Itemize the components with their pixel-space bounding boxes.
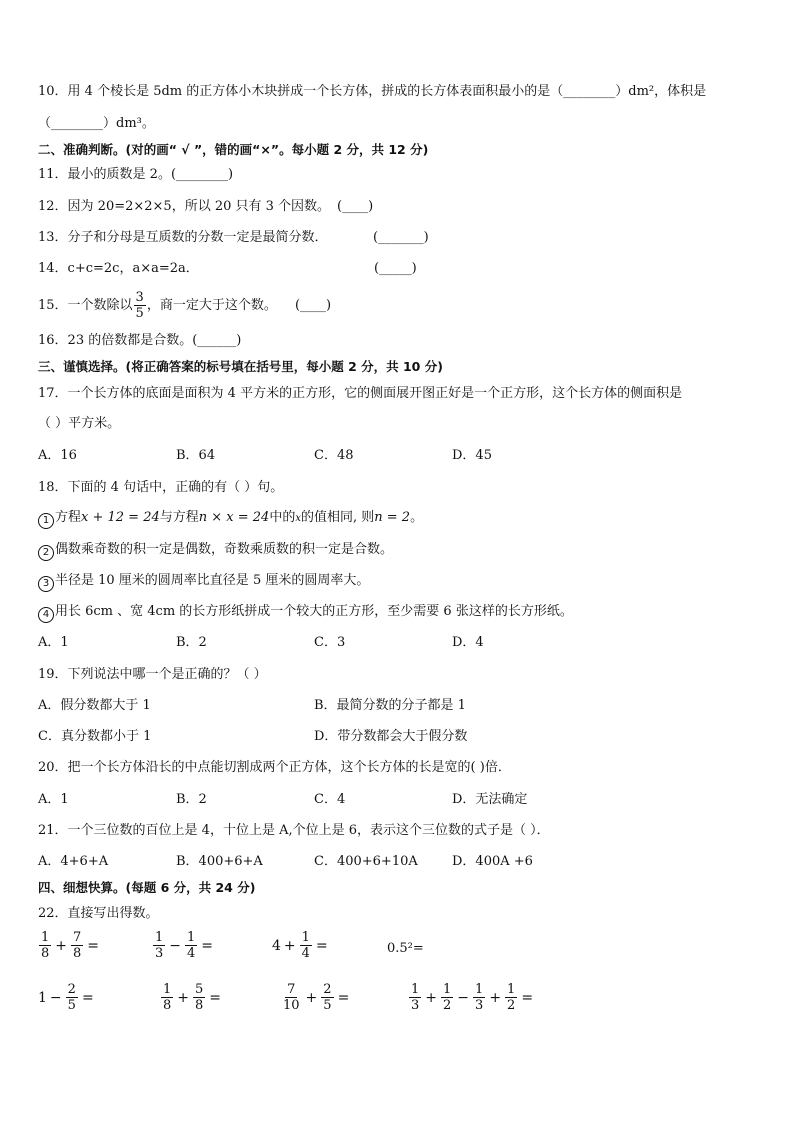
frac-den: 5 xyxy=(323,998,332,1013)
equals: = xyxy=(201,937,214,954)
q21-option-c: C．400+6+10A xyxy=(314,854,418,869)
frac-num: 1 xyxy=(411,982,420,997)
q15 xyxy=(38,290,331,321)
frac-num: 1 xyxy=(507,982,516,997)
frac-num: 1 xyxy=(163,982,172,997)
operator: + xyxy=(177,989,190,1006)
frac-den: 3 xyxy=(475,998,484,1013)
q15-pre: 15．一个数除以 xyxy=(38,298,133,313)
q17-line2: （ ）平方米。 xyxy=(38,416,121,431)
frac-den: 10 xyxy=(283,998,300,1013)
frac-den: 3 xyxy=(411,998,420,1013)
q18-s1-eq3: n = 2 xyxy=(374,510,411,525)
q12-text: 12．因为 20=2×2×5，所以 20 只有 3 个因数。 xyxy=(38,199,331,214)
q18-statement-1 xyxy=(38,510,423,529)
q21-stem: 21．一个三位数的百位上是 4，十位上是 A,个位上是 6，表示这个三位数的式子是（ ）． xyxy=(38,823,550,838)
q18-s4-text: 用长 6cm 、宽 4cm 的长方形纸拼成一个较大的正方形，至少需要 6 张这样的长方形纸。 xyxy=(55,604,573,619)
q18-s1-e: 。 xyxy=(410,510,424,525)
frac-num: 1 xyxy=(155,930,164,945)
whole-number: 4 xyxy=(272,937,281,954)
q15-frac-num: 3 xyxy=(135,290,144,305)
q19-option-d: D．带分数都会大于假分数 xyxy=(314,729,468,744)
q18-s3-text: 半径是 10 厘米的圆周率比直径是 5 厘米的圆周率大。 xyxy=(55,573,370,588)
q18-s1-a: 方程 xyxy=(55,510,82,525)
equals: = xyxy=(315,937,328,954)
section2-title: 二、准确判断。(对的画“ √ ”，错的画“×”。每小题 2 分，共 12 分) xyxy=(38,142,429,157)
q22-expression-1 xyxy=(38,930,102,961)
q22-expression-6 xyxy=(160,982,224,1013)
frac-den: 8 xyxy=(163,998,172,1013)
q18-s1-eq2: n × x = 24 xyxy=(198,510,270,525)
q18-s1-c: 中的 xyxy=(269,510,296,525)
q22-expression-8 xyxy=(408,982,536,1013)
equals: = xyxy=(521,989,534,1006)
q17-option-d: D．45 xyxy=(452,448,492,463)
q14-blank: (_____) xyxy=(374,261,417,276)
q22-expression-2 xyxy=(152,930,216,961)
circled-1-icon: 1 xyxy=(38,513,54,529)
frac-den: 8 xyxy=(41,946,50,961)
q22-expression-5 xyxy=(38,982,97,1013)
circled-4-icon: 4 xyxy=(38,607,54,623)
q18-statement-2 xyxy=(38,542,393,561)
q13-text: 13．分子和分母是互质数的分数一定是最简分数． xyxy=(38,230,328,245)
operator: + xyxy=(55,937,68,954)
q22-expression-4: 0.5²= xyxy=(387,941,424,956)
q18-statement-4 xyxy=(38,604,573,623)
section3-title: 三、谨慎选择。(将正确答案的标号填在括号里，每小题 2 分，共 10 分) xyxy=(38,359,443,374)
q21-option-b: B．400+6+A xyxy=(176,854,263,869)
frac-den: 2 xyxy=(507,998,516,1013)
circled-3-icon: 3 xyxy=(38,576,54,592)
frac-num: 1 xyxy=(187,930,196,945)
operator: − xyxy=(457,989,470,1006)
q18-option-d: D．4 xyxy=(452,635,484,650)
q20-option-c: C．4 xyxy=(314,792,346,807)
frac-num: 7 xyxy=(73,930,82,945)
frac-num: 1 xyxy=(443,982,452,997)
operator: + xyxy=(283,937,296,954)
frac-den: 8 xyxy=(73,946,82,961)
q17-option-a: A．16 xyxy=(38,448,77,463)
q15-frac-den: 5 xyxy=(135,306,144,321)
q12-blank: (____) xyxy=(337,199,374,214)
frac-den: 4 xyxy=(187,946,196,961)
q19-option-c: C．真分数都小于 1 xyxy=(38,729,152,744)
q22-expression-3 xyxy=(272,930,331,961)
q18-s1-eq1: x + 12 = 24 xyxy=(81,510,160,525)
q11: 11．最小的质数是 2。(________) xyxy=(38,167,234,182)
frac-den: 8 xyxy=(195,998,204,1013)
operator: − xyxy=(169,937,182,954)
q20-stem: 20．把一个长方体沿长的中点能切割成两个正方体，这个长方体的长是宽的( )倍． xyxy=(38,760,511,775)
q20-option-b: B．2 xyxy=(176,792,207,807)
q18-stem: 18．下面的 4 句话中，正确的有（ ）句。 xyxy=(38,480,284,495)
q18-s1-d: 的值相同, 则 xyxy=(300,510,375,525)
q13 xyxy=(38,230,429,246)
q21-option-a: A．4+6+A xyxy=(38,854,109,869)
q18-option-b: B．2 xyxy=(176,635,207,650)
q18-s1-b: 与方程 xyxy=(159,510,199,525)
q19-option-b: B．最简分数的分子都是 1 xyxy=(314,698,466,713)
q14-text: 14．c+c=2c，a×a=2a． xyxy=(38,261,199,276)
section4-title: 四、细想快算。(每题 6 分，共 24 分) xyxy=(38,880,256,895)
frac-den: 5 xyxy=(67,998,76,1013)
frac-num: 1 xyxy=(301,930,310,945)
q19-option-a: A．假分数都大于 1 xyxy=(38,698,151,713)
q17-option-c: C．48 xyxy=(314,448,354,463)
frac-den: 3 xyxy=(155,946,164,961)
frac-den: 2 xyxy=(443,998,452,1013)
operator: + xyxy=(489,989,502,1006)
q20-option-a: A．1 xyxy=(38,792,69,807)
q18-s1-x: x xyxy=(295,513,301,524)
q15-fraction xyxy=(134,290,146,321)
q12 xyxy=(38,199,374,215)
q18-option-c: C．3 xyxy=(314,635,346,650)
q13-blank: (_______) xyxy=(373,230,429,245)
q15-post: ，商一定大于这个数。 xyxy=(146,298,277,313)
operator: + xyxy=(305,989,318,1006)
q10-line2: （________）dm³。 xyxy=(38,116,155,131)
frac-num: 7 xyxy=(287,982,296,997)
equals: = xyxy=(337,989,350,1006)
frac-num: 2 xyxy=(323,982,332,997)
operator: + xyxy=(425,989,438,1006)
equals: = xyxy=(81,989,94,1006)
frac-num: 1 xyxy=(41,930,50,945)
q17-option-b: B．64 xyxy=(176,448,216,463)
whole-number: 1 xyxy=(38,989,47,1006)
q15-blank: (____) xyxy=(294,298,332,313)
q17-line1: 17．一个长方体的底面是面积为 4 平方米的正方形，它的侧面展开图正好是一个正方形，这个长方体的侧面积是 xyxy=(38,386,683,401)
q14 xyxy=(38,261,417,277)
q19-stem: 19．下列说法中哪一个是正确的？（ ） xyxy=(38,667,267,682)
q10-line1: 10．用 4 个棱长是 5dm 的正方体小木块拼成一个长方体，拼成的长方体表面积最小的是（________）dm²，体积是 xyxy=(38,84,707,99)
q16: 16．23 的倍数都是合数。(______) xyxy=(38,333,242,348)
q18-statement-3 xyxy=(38,573,369,592)
q22-stem: 22．直接写出得数。 xyxy=(38,906,159,921)
q20-option-d: D．无法确定 xyxy=(452,792,528,807)
q18-s2-text: 偶数乘奇数的积一定是偶数，奇数乘质数的积一定是合数。 xyxy=(55,542,394,557)
circled-2-icon: 2 xyxy=(38,545,54,561)
q21-option-d: D．400A +6 xyxy=(452,854,533,869)
q18-option-a: A．1 xyxy=(38,635,69,650)
q22-expression-7 xyxy=(280,982,352,1013)
frac-num: 1 xyxy=(475,982,484,997)
equals: = xyxy=(87,937,100,954)
frac-num: 5 xyxy=(195,982,204,997)
operator: − xyxy=(49,989,62,1006)
frac-num: 2 xyxy=(67,982,76,997)
frac-den: 4 xyxy=(301,946,310,961)
equals: = xyxy=(209,989,222,1006)
